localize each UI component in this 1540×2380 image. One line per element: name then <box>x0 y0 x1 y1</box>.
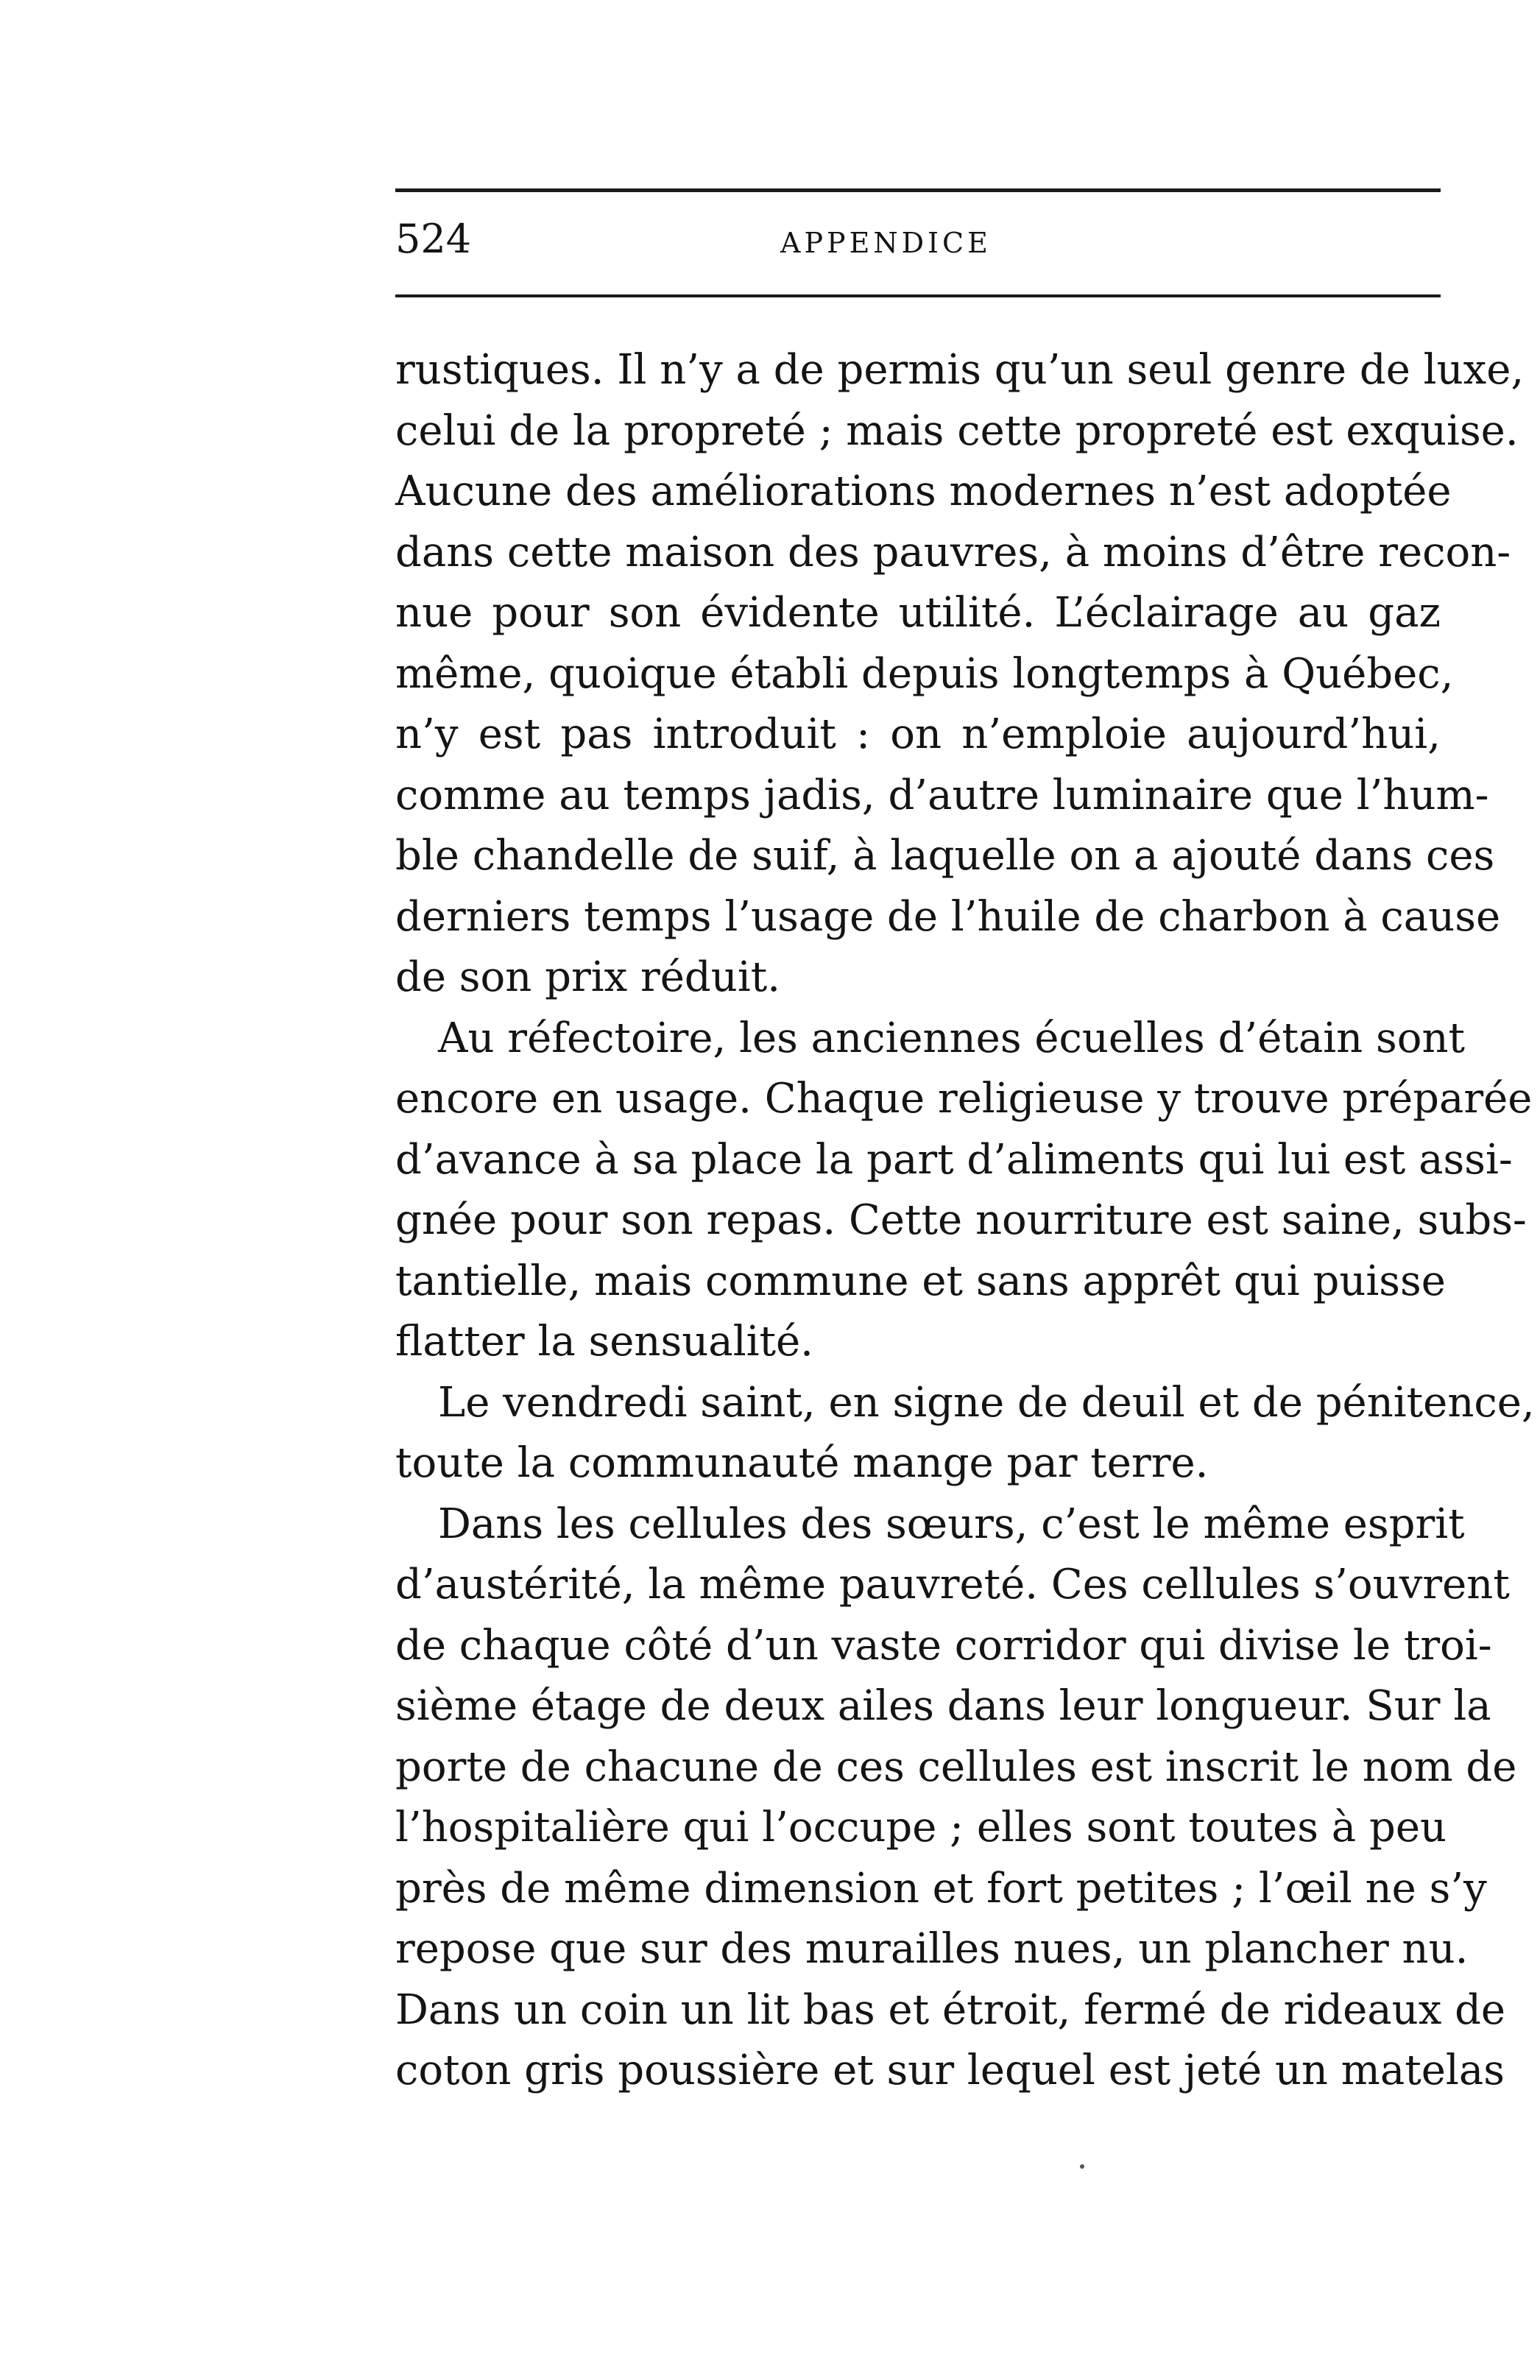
text-line: repose que sur des murailles nues, un plancher nu. <box>395 1925 1469 1973</box>
page-number: 524 <box>395 216 472 262</box>
text-line: ble chandelle de suif, à laquelle on a ajouté dans ces <box>395 832 1495 880</box>
text-line: comme au temps jadis, d’autre luminaire que l’hum- <box>395 771 1489 819</box>
text-line: derniers temps l’usage de l’huile de charbon à cause <box>395 892 1501 941</box>
text-line: tantielle, mais commune et sans apprêt qui puisse <box>395 1257 1446 1305</box>
text-line: sième étage de deux ailes dans leur longueur. Sur la <box>395 1682 1491 1730</box>
text-line: gnée pour son repas. Cette nourriture est saine, subs- <box>395 1196 1527 1244</box>
text-line: près de même dimension et fort petites ; l’œil ne s’y <box>395 1864 1487 1913</box>
text-line: l’hospitalière qui l’occupe ; elles sont toutes à peu <box>395 1804 1447 1851</box>
text-line: celui de la propreté ; mais cette propreté est exquise. <box>395 406 1519 455</box>
text-line: même, quoique établi depuis longtemps à Québec, <box>395 649 1454 698</box>
text-line: rustiques. Il n’y a de permis qu’un seul genre de luxe, <box>395 346 1525 394</box>
running-title: APPENDICE <box>780 227 992 259</box>
text-line: nue pour son évidente utilité. L’éclairage au gaz <box>395 589 1441 637</box>
text-line: Au réfectoire, les anciennes écuelles d’étain sont <box>438 1014 1466 1062</box>
text-line: de son prix réduit. <box>395 953 781 1001</box>
text-line: Dans un coin un lit bas et étroit, fermé de rideaux de <box>395 1985 1506 2034</box>
text-line: porte de chacune de ces cellules est inscrit le nom de <box>395 1742 1517 1791</box>
text-line: encore en usage. Chaque religieuse y trouve préparée <box>395 1075 1533 1123</box>
paragraph-3 <box>395 1373 1535 1494</box>
text-line: toute la communauté mange par terre. <box>395 1439 1209 1487</box>
text-line: de chaque côté d’un vaste corridor qui divise le troi- <box>395 1621 1492 1670</box>
paragraph-2 <box>395 1009 1533 1373</box>
text-line: d’avance à sa place la part d’aliments qui lui est assi- <box>395 1135 1513 1184</box>
header-rule-bottom <box>395 294 1441 297</box>
text-line: coton gris poussière et sur lequel est jeté un matelas <box>395 2047 1505 2094</box>
body-text <box>395 340 1535 2102</box>
text-line: Aucune des améliorations modernes n’est adoptée <box>395 467 1452 515</box>
text-line: Dans les cellules des sœurs, c’est le même esprit <box>438 1500 1465 1548</box>
text-line: dans cette maison des pauvres, à moins d’être recon- <box>395 528 1511 576</box>
print-speck <box>1080 2164 1084 2169</box>
paragraph-1 <box>395 340 1525 1009</box>
header-rule-top <box>395 188 1441 192</box>
paragraph-4 <box>395 1494 1517 2102</box>
text-line: n’y est pas introduit : on n’emploie aujourd’hui, <box>395 710 1441 758</box>
text-line: flatter la sensualité. <box>395 1318 813 1366</box>
text-line: Le vendredi saint, en signe de deuil et de pénitence, <box>438 1378 1535 1427</box>
text-line: d’austérité, la même pauvreté. Ces cellules s’ouvrent <box>395 1561 1510 1609</box>
